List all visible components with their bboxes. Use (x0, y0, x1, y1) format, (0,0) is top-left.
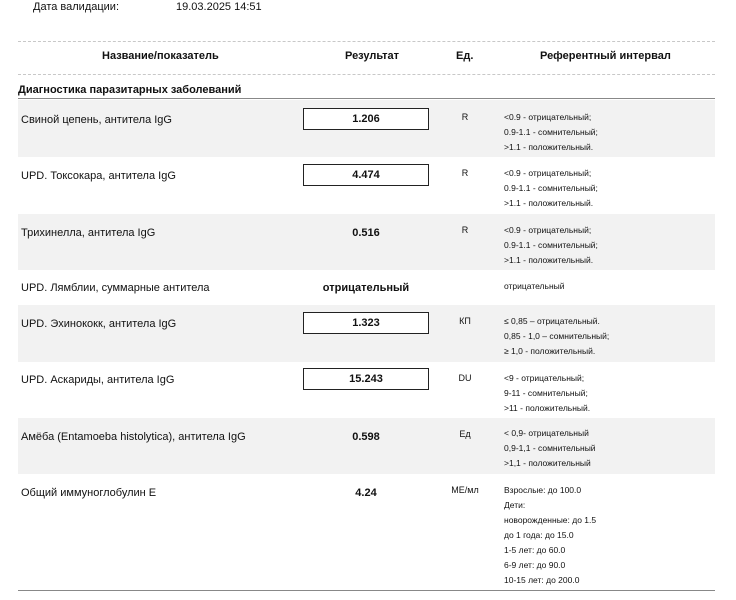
reference-line: 10-15 лет: до 200.0 (504, 575, 580, 585)
test-name: Свиной цепень, антитела IgG (21, 114, 172, 126)
reference-line: ≥ 1,0 - положительный. (504, 346, 596, 356)
table-row (18, 270, 715, 305)
table-row (18, 157, 715, 214)
reference-line: отрицательный (504, 281, 565, 291)
reference-interval (504, 110, 598, 155)
table-row (18, 214, 715, 270)
reference-line: 0.9-1.1 - сомнительный; (504, 183, 598, 193)
reference-line: до 1 года: до 15.0 (504, 530, 574, 540)
test-name: Общий иммуноглобулин Е (21, 487, 157, 499)
reference-interval (504, 371, 590, 416)
section-title: Диагностика паразитарных заболеваний (18, 84, 242, 96)
test-unit: МЕ/мл (451, 485, 479, 495)
column-header-result: Результат (345, 50, 400, 62)
test-result: 4.474 (303, 164, 429, 186)
reference-line: ≤ 0,85 – отрицательный. (504, 316, 600, 326)
table-bottom-divider (18, 590, 715, 591)
test-name: UPD. Лямблии, суммарные антитела (21, 282, 210, 294)
reference-interval (504, 166, 598, 211)
test-name: Трихинелла, антитела IgG (21, 227, 156, 239)
test-result: 4.24 (355, 487, 377, 499)
reference-line: 0,9-1,1 - сомнительный (504, 443, 596, 453)
reference-line: 0.9-1.1 - сомнительный; (504, 240, 598, 250)
validation-date-value: 19.03.2025 14:51 (176, 1, 262, 13)
test-name: UPD. Аскариды, антитела IgG (21, 374, 175, 386)
reference-line: >1,1 - положительный (504, 458, 591, 468)
reference-interval (504, 279, 565, 294)
reference-line: 0.9-1.1 - сомнительный; (504, 127, 598, 137)
reference-line: >11 - положительный. (504, 403, 591, 413)
reference-interval (504, 426, 596, 471)
section-divider (18, 98, 715, 99)
reference-interval (504, 483, 596, 588)
table-row (18, 100, 715, 157)
reference-line: 9-11 - сомнительный; (504, 388, 588, 398)
test-unit: DU (458, 373, 472, 383)
validation-date-label: Дата валидации: (33, 1, 119, 13)
reference-line: 1-5 лет: до 60.0 (504, 545, 566, 555)
column-header-reference: Референтный интервал (540, 50, 671, 62)
reference-line: <0.9 - отрицательный; (504, 225, 592, 235)
reference-line: <0.9 - отрицательный; (504, 112, 592, 122)
test-result: 15.243 (303, 368, 429, 390)
reference-interval (504, 314, 609, 359)
reference-line: 6-9 лет: до 90.0 (504, 560, 566, 570)
reference-line: 0,85 - 1,0 – сомнительный; (504, 331, 610, 341)
reference-line: Взрослые: до 100.0 (504, 485, 582, 495)
test-unit: R (461, 168, 469, 178)
column-header-name: Название/показатель (102, 50, 219, 62)
test-result: 0.516 (352, 227, 380, 239)
test-result: 1.323 (303, 312, 429, 334)
table-row (18, 305, 715, 362)
test-unit: R (461, 112, 469, 122)
reference-line: < 0,9- отрицательный (504, 428, 589, 438)
header-bottom-divider (18, 74, 715, 75)
column-header-unit: Ед. (456, 50, 474, 62)
test-result: 1.206 (303, 108, 429, 130)
test-name: UPD. Токсокара, антитела IgG (21, 170, 176, 182)
test-result: отрицательный (322, 282, 410, 294)
test-name: Амёба (Entamoeba histolytica), антитела IgG (21, 431, 246, 443)
test-name: UPD. Эхинококк, антитела IgG (21, 318, 177, 330)
reference-line: >1.1 - положительный. (504, 198, 594, 208)
test-result: 0.598 (352, 431, 380, 443)
reference-line: Дети: (504, 500, 526, 510)
test-unit: КП (459, 316, 471, 326)
table-row (18, 474, 715, 590)
table-row (18, 362, 715, 418)
reference-interval (504, 223, 598, 268)
validation-date (33, 1, 262, 13)
header-top-divider (18, 41, 715, 42)
table-row (18, 418, 715, 474)
reference-line: <9 - отрицательный; (504, 373, 585, 383)
reference-line: >1.1 - положительный. (504, 255, 594, 265)
reference-line: >1.1 - положительный. (504, 142, 594, 152)
reference-line: <0.9 - отрицательный; (504, 168, 592, 178)
test-unit: Ед (459, 429, 471, 439)
reference-line: новорожденные: до 1.5 (504, 515, 597, 525)
test-unit: R (461, 225, 469, 235)
